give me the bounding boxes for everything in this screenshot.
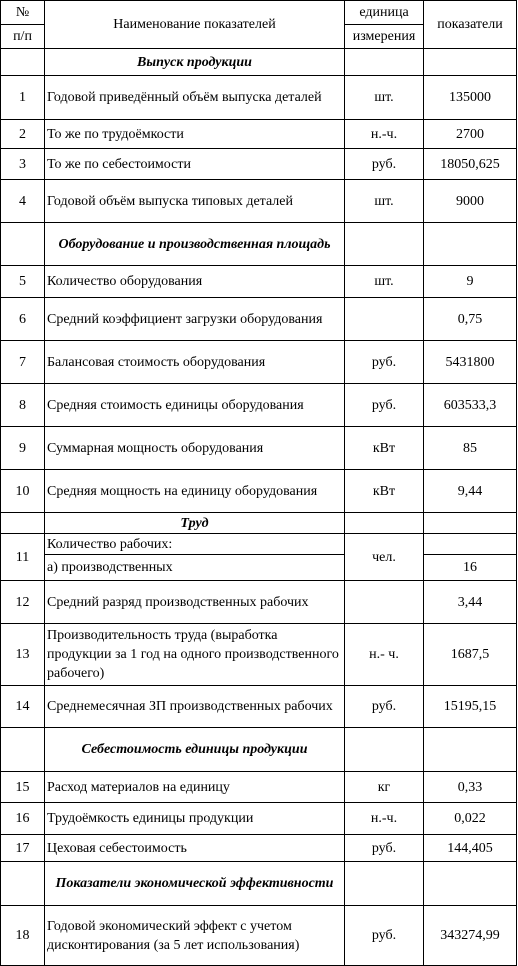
section-row	[1, 728, 517, 772]
row-name: Производительность труда (выработка продукции за 1 год на одного производственного рабочего)	[45, 624, 345, 686]
row-name: Суммарная мощность оборудования	[45, 427, 345, 470]
row-unit	[345, 298, 424, 341]
row-value: 85	[424, 427, 517, 470]
section-title: Выпуск продукции	[45, 49, 345, 76]
table-row	[1, 384, 517, 427]
row-number: 5	[1, 266, 45, 298]
table-row	[1, 581, 517, 624]
row-unit: руб.	[345, 341, 424, 384]
row-name: Годовой объём выпуска типовых деталей	[45, 180, 345, 223]
table-row	[1, 298, 517, 341]
section-title: Оборудование и производственная площадь	[45, 223, 345, 266]
row-name: Трудоёмкость единицы продукции	[45, 803, 345, 835]
row-name: Годовой приведённый объём выпуска деталей	[45, 76, 345, 120]
section-title: Труд	[45, 513, 345, 534]
header-number-cell	[1, 1, 45, 49]
row-subname: а) производственных	[45, 555, 345, 581]
row-unit: кВт	[345, 427, 424, 470]
row-unit: н.- ч.	[345, 624, 424, 686]
row-name: Средняя мощность на единицу оборудования	[45, 470, 345, 513]
row-number: 12	[1, 581, 45, 624]
row-name: Средняя стоимость единицы оборудования	[45, 384, 345, 427]
row-unit: шт.	[345, 180, 424, 223]
row-unit: руб.	[345, 384, 424, 427]
row-number: 6	[1, 298, 45, 341]
table-row	[1, 534, 517, 555]
row-name: Количество оборудования	[45, 266, 345, 298]
header-unit-top: единица	[345, 1, 423, 25]
row-value: 135000	[424, 76, 517, 120]
row-number: 18	[1, 906, 45, 966]
header-value: показатели	[424, 1, 517, 49]
table-row	[1, 803, 517, 835]
row-value	[424, 534, 517, 555]
row-number: 7	[1, 341, 45, 384]
row-number: 10	[1, 470, 45, 513]
row-number: 9	[1, 427, 45, 470]
row-number: 15	[1, 772, 45, 803]
table-row	[1, 835, 517, 862]
row-unit: шт.	[345, 76, 424, 120]
table-row	[1, 180, 517, 223]
row-number: 3	[1, 149, 45, 180]
row-name: Средний разряд производственных рабочих	[45, 581, 345, 624]
row-value: 144,405	[424, 835, 517, 862]
row-value: 0,75	[424, 298, 517, 341]
section-row	[1, 223, 517, 266]
row-number: 13	[1, 624, 45, 686]
section-title: Себестоимость единицы продукции	[45, 728, 345, 772]
row-number: 16	[1, 803, 45, 835]
row-value: 603533,3	[424, 384, 517, 427]
row-unit: н.-ч.	[345, 120, 424, 149]
row-name: То же по трудоёмкости	[45, 120, 345, 149]
row-subvalue: 16	[424, 555, 517, 581]
table-row	[1, 470, 517, 513]
row-number: 8	[1, 384, 45, 427]
row-unit: н.-ч.	[345, 803, 424, 835]
row-name: Среднемесячная ЗП производственных рабочих	[45, 686, 345, 728]
row-number: 2	[1, 120, 45, 149]
row-unit: чел.	[345, 534, 424, 581]
table-row	[1, 266, 517, 298]
row-number: 17	[1, 835, 45, 862]
row-unit: руб.	[345, 686, 424, 728]
row-value: 2700	[424, 120, 517, 149]
row-number: 11	[1, 534, 45, 581]
row-unit: руб.	[345, 149, 424, 180]
row-value: 0,33	[424, 772, 517, 803]
table-row	[1, 427, 517, 470]
header-unit-bottom: измерения	[352, 29, 416, 44]
table-row	[1, 624, 517, 686]
row-value: 18050,625	[424, 149, 517, 180]
table-row	[1, 76, 517, 120]
row-value: 9	[424, 266, 517, 298]
row-name: Цеховая себестоимость	[45, 835, 345, 862]
header-number-bottom: п/п	[13, 29, 32, 44]
section-row	[1, 49, 517, 76]
table-row	[1, 772, 517, 803]
row-name: Годовой экономический эффект с учетом дисконтирования (за 5 лет использования)	[45, 906, 345, 966]
row-number: 1	[1, 76, 45, 120]
row-name: Количество рабочих:	[45, 534, 345, 555]
table-header-row	[1, 1, 517, 49]
row-value: 1687,5	[424, 624, 517, 686]
row-unit: шт.	[345, 266, 424, 298]
row-value: 9,44	[424, 470, 517, 513]
table-row	[1, 120, 517, 149]
table-row	[1, 341, 517, 384]
row-value: 343274,99	[424, 906, 517, 966]
row-value: 9000	[424, 180, 517, 223]
row-number: 14	[1, 686, 45, 728]
table-row	[1, 906, 517, 966]
row-value: 5431800	[424, 341, 517, 384]
row-name: То же по себестоимости	[45, 149, 345, 180]
header-name: Наименование показателей	[45, 1, 345, 49]
row-unit: руб.	[345, 906, 424, 966]
row-value: 0,022	[424, 803, 517, 835]
row-number: 4	[1, 180, 45, 223]
section-title: Показатели экономической эффективности	[45, 862, 345, 906]
row-name: Расход материалов на единицу	[45, 772, 345, 803]
header-unit-cell	[345, 1, 424, 49]
header-number-top: №	[1, 1, 44, 25]
row-unit: кВт	[345, 470, 424, 513]
row-name: Балансовая стоимость оборудования	[45, 341, 345, 384]
section-row	[1, 513, 517, 534]
row-value: 15195,15	[424, 686, 517, 728]
row-value: 3,44	[424, 581, 517, 624]
row-name: Средний коэффициент загрузки оборудования	[45, 298, 345, 341]
table-row	[1, 149, 517, 180]
section-row	[1, 862, 517, 906]
row-unit	[345, 581, 424, 624]
table-row	[1, 686, 517, 728]
row-unit: руб.	[345, 835, 424, 862]
row-unit: кг	[345, 772, 424, 803]
table-subrow	[1, 555, 517, 581]
